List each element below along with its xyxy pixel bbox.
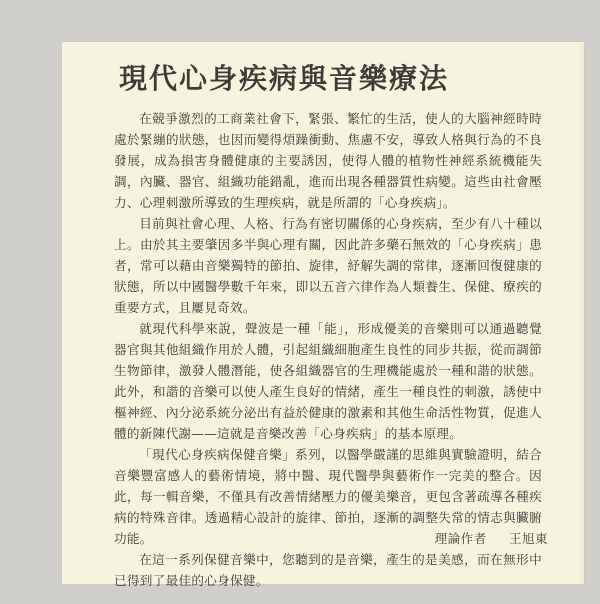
page-title: 現代心身疾病與音樂療法 [119, 62, 450, 95]
paragraph-5: 在這一系列保健音樂中，您聽到的是音樂，產生的是美感，而在無形中已得到了最佳的心身保健。 [114, 552, 542, 588]
paragraph-1: 在競爭激烈的工商業社會下，緊張、繁忙的生活，使人的大腦神經時時處於緊繃的狀態，也因而變得煩躁衝動、焦慮不安，導致人格與行為的不良發展，成為損害身體健康的主要誘因，使得人體的植物性神經系統機能失調，內臟、器官、組織功能錯亂，進而出現各種器質性病變。這些由社會壓力、心理刺激所導致的生理疾病，就是所謂的「心身疾病」。 [114, 111, 542, 210]
article-body [114, 108, 542, 591]
paragraph-2: 目前與社會心理、人格、行為有密切關係的心身疾病，至少有八十種以上。由於其主要肇因多半與心理有關，因此許多藥石無效的「心身疾病」患者，常可以藉由音樂獨特的節拍、旋律，紓解失調的常律，逐漸回復健康的狀態，所以中國醫學數千年來，即以五音六律作為人類養生、保健、療疾的重要方式，且屢見奇效。 [114, 216, 542, 315]
paragraph-3: 就現代科學來說，聲波是一種「能」，形成優美的音樂則可以通過聽覺器官與其他組織作用於人體，引起組織細胞產生良性的同步共振，從而調節生物節律，激發人體潛能，使各組織器官的生理機能處於一種和諧的狀態。此外，和諧的音樂可以使人產生良好的情緒，產生一種良性的刺激，誘使中樞神經、內分泌系統分泌出有益於健康的激素和其他生命活性物質，促進人體的新陳代謝——這就是音樂改善「心身疾病」的基本原理。 [114, 321, 542, 441]
paragraph-4: 「現代心身疾病保健音樂」系列，以醫學嚴謹的思維與實驗證明，結合音樂豐富感人的藝術情境，將中醫、現代醫學與藝術作一完美的整合。因此，每一輯音樂，不僅具有改善情緒壓力的優美樂音，更包含著疏導各種疾病的特殊音律。透過精心設計的旋律、節拍，逐漸的調整失常的情志與臟腑功能。 [114, 447, 542, 546]
document-page [62, 42, 584, 588]
author-role: 理論作者 [434, 531, 487, 546]
author-signature [435, 528, 548, 547]
author-name: 王旭東 [509, 531, 548, 546]
